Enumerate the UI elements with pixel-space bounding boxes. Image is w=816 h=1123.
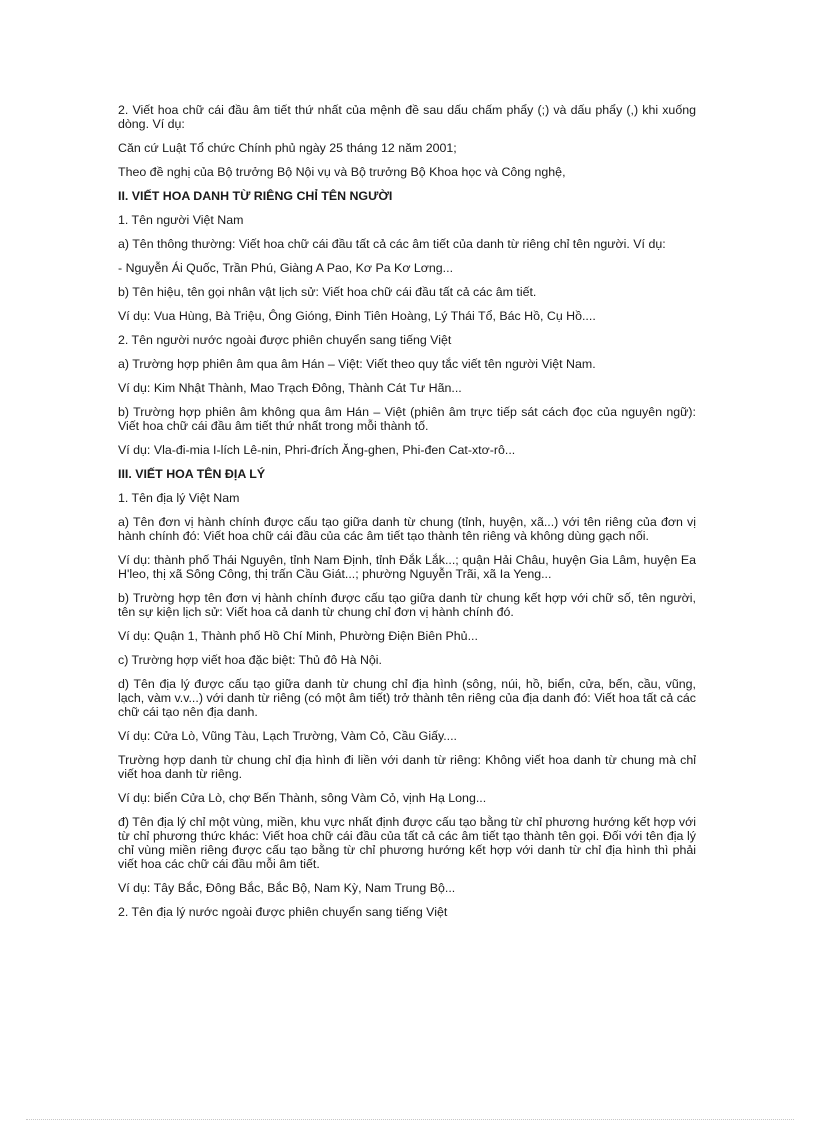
paragraph: Ví dụ: Kim Nhật Thành, Mao Trạch Đông, Thành Cát Tư Hãn... [118,381,462,395]
paragraph: - Nguyễn Ái Quốc, Trần Phú, Giàng A Pao, Kơ Pa Kơ Lơng... [118,261,454,275]
paragraph: Ví dụ: Tây Bắc, Đông Bắc, Bắc Bộ, Nam Kỳ, Nam Trung Bộ... [118,881,456,895]
paragraph: b) Tên hiệu, tên gọi nhân vật lịch sử: Viết hoa chữ cái đầu tất cả các âm tiết. [118,285,537,299]
section-heading: III. VIẾT HOA TÊN ĐỊA LÝ [118,467,266,481]
paragraph: 2. Viết hoa chữ cái đầu âm tiết thứ nhất của mệnh đề sau dấu chấm phẩy (;) và dấu phẩy (,) khi xuống dòng. Ví dụ: [118,103,696,131]
paragraph: 2. Tên địa lý nước ngoài được phiên chuyển sang tiếng Việt [118,905,448,919]
paragraph: 1. Tên người Việt Nam [118,213,244,227]
paragraph: b) Trường hợp phiên âm không qua âm Hán – Việt (phiên âm trực tiếp sát cách đọc của nguyên ngữ): Viết hoa chữ cái đầu âm tiết thứ nhất trong mỗi thành tố. [118,405,696,433]
paragraph: b) Trường hợp tên đơn vị hành chính được cấu tạo giữa danh từ chung kết hợp với chữ số, tên người, tên sự kiện lịch sử: Viết hoa cả danh từ chung chỉ đơn vị hành chính đó. [118,591,696,619]
paragraph: Ví dụ: Vla-đi-mia I-lích Lê-nin, Phri-đrích Ăng-ghen, Phi-đen Cat-xtơ-rô... [118,443,516,457]
paragraph: Ví dụ: Cửa Lò, Vũng Tàu, Lạch Trường, Vàm Cỏ, Cầu Giấy.... [118,729,458,743]
section-heading: II. VIẾT HOA DANH TỪ RIÊNG CHỈ TÊN NGƯỜI [118,189,393,203]
paragraph: a) Tên đơn vị hành chính được cấu tạo giữa danh từ chung (tỉnh, huyện, xã...) với tên riêng của đơn vị hành chính đó: Viết hoa chữ cái đầu của các âm tiết tạo thành tên riêng và không dùng gạch nối. [118,515,696,543]
paragraph: Căn cứ Luật Tổ chức Chính phủ ngày 25 tháng 12 năm 2001; [118,141,457,155]
paragraph: Theo đề nghị của Bộ trưởng Bộ Nội vụ và Bộ trưởng Bộ Khoa học và Công nghệ, [118,165,566,179]
paragraph: 1. Tên địa lý Việt Nam [118,491,240,505]
paragraph: Ví dụ: Vua Hùng, Bà Triệu, Ông Gióng, Đinh Tiên Hoàng, Lý Thái Tổ, Bác Hồ, Cụ Hồ.... [118,309,596,323]
paragraph: 2. Tên người nước ngoài được phiên chuyển sang tiếng Việt [118,333,452,347]
paragraph: c) Trường hợp viết hoa đặc biệt: Thủ đô Hà Nội. [118,653,383,667]
paragraph: a) Trường hợp phiên âm qua âm Hán – Việt: Viết theo quy tắc viết tên người Việt Nam. [118,357,596,371]
paragraph: d) Tên địa lý được cấu tạo giữa danh từ chung chỉ địa hình (sông, núi, hồ, biển, cửa, bến, cầu, vũng, lạch, vàm v.v...) với danh từ riêng (có một âm tiết) trở thành tên riêng của địa danh đó: Viết hoa tất cả các chữ cái tạo nên địa danh. [118,677,696,719]
paragraph: đ) Tên địa lý chỉ một vùng, miền, khu vực nhất định được cấu tạo bằng từ chỉ phương hướng kết hợp với từ chỉ phương thức khác: Viết hoa chữ cái đầu của tất cả các âm tiết tạo thành tên gọi. Đối với tên địa lý chỉ vùng miền riêng được cấu tạo bằng từ chỉ phương hướng kết hợp với danh từ chỉ địa hình thì phải viết hoa các chữ cái đầu mỗi âm tiết. [118,815,696,871]
paragraph: Trường hợp danh từ chung chỉ địa hình đi liền với danh từ riêng: Không viết hoa danh từ chung mà chỉ viết hoa danh từ riêng. [118,753,696,781]
paragraph: Ví dụ: biển Cửa Lò, chợ Bến Thành, sông Vàm Cỏ, vịnh Hạ Long... [118,791,487,805]
paragraph: a) Tên thông thường: Viết hoa chữ cái đầu tất cả các âm tiết của danh từ riêng chỉ tên người. Ví dụ: [118,237,666,251]
paragraph: Ví dụ: Quận 1, Thành phố Hồ Chí Minh, Phường Điện Biên Phủ... [118,629,478,643]
footer-divider [26,1119,794,1120]
document-body [118,103,696,929]
paragraph: Ví dụ: thành phố Thái Nguyên, tỉnh Nam Định, tỉnh Đắk Lắk...; quận Hải Châu, huyện Gia Lâm, huyện Ea H'leo, thị xã Sông Công, thị trấn Cầu Giát...; phường Nguyễn Trãi, xã Ia Yeng... [118,553,696,581]
